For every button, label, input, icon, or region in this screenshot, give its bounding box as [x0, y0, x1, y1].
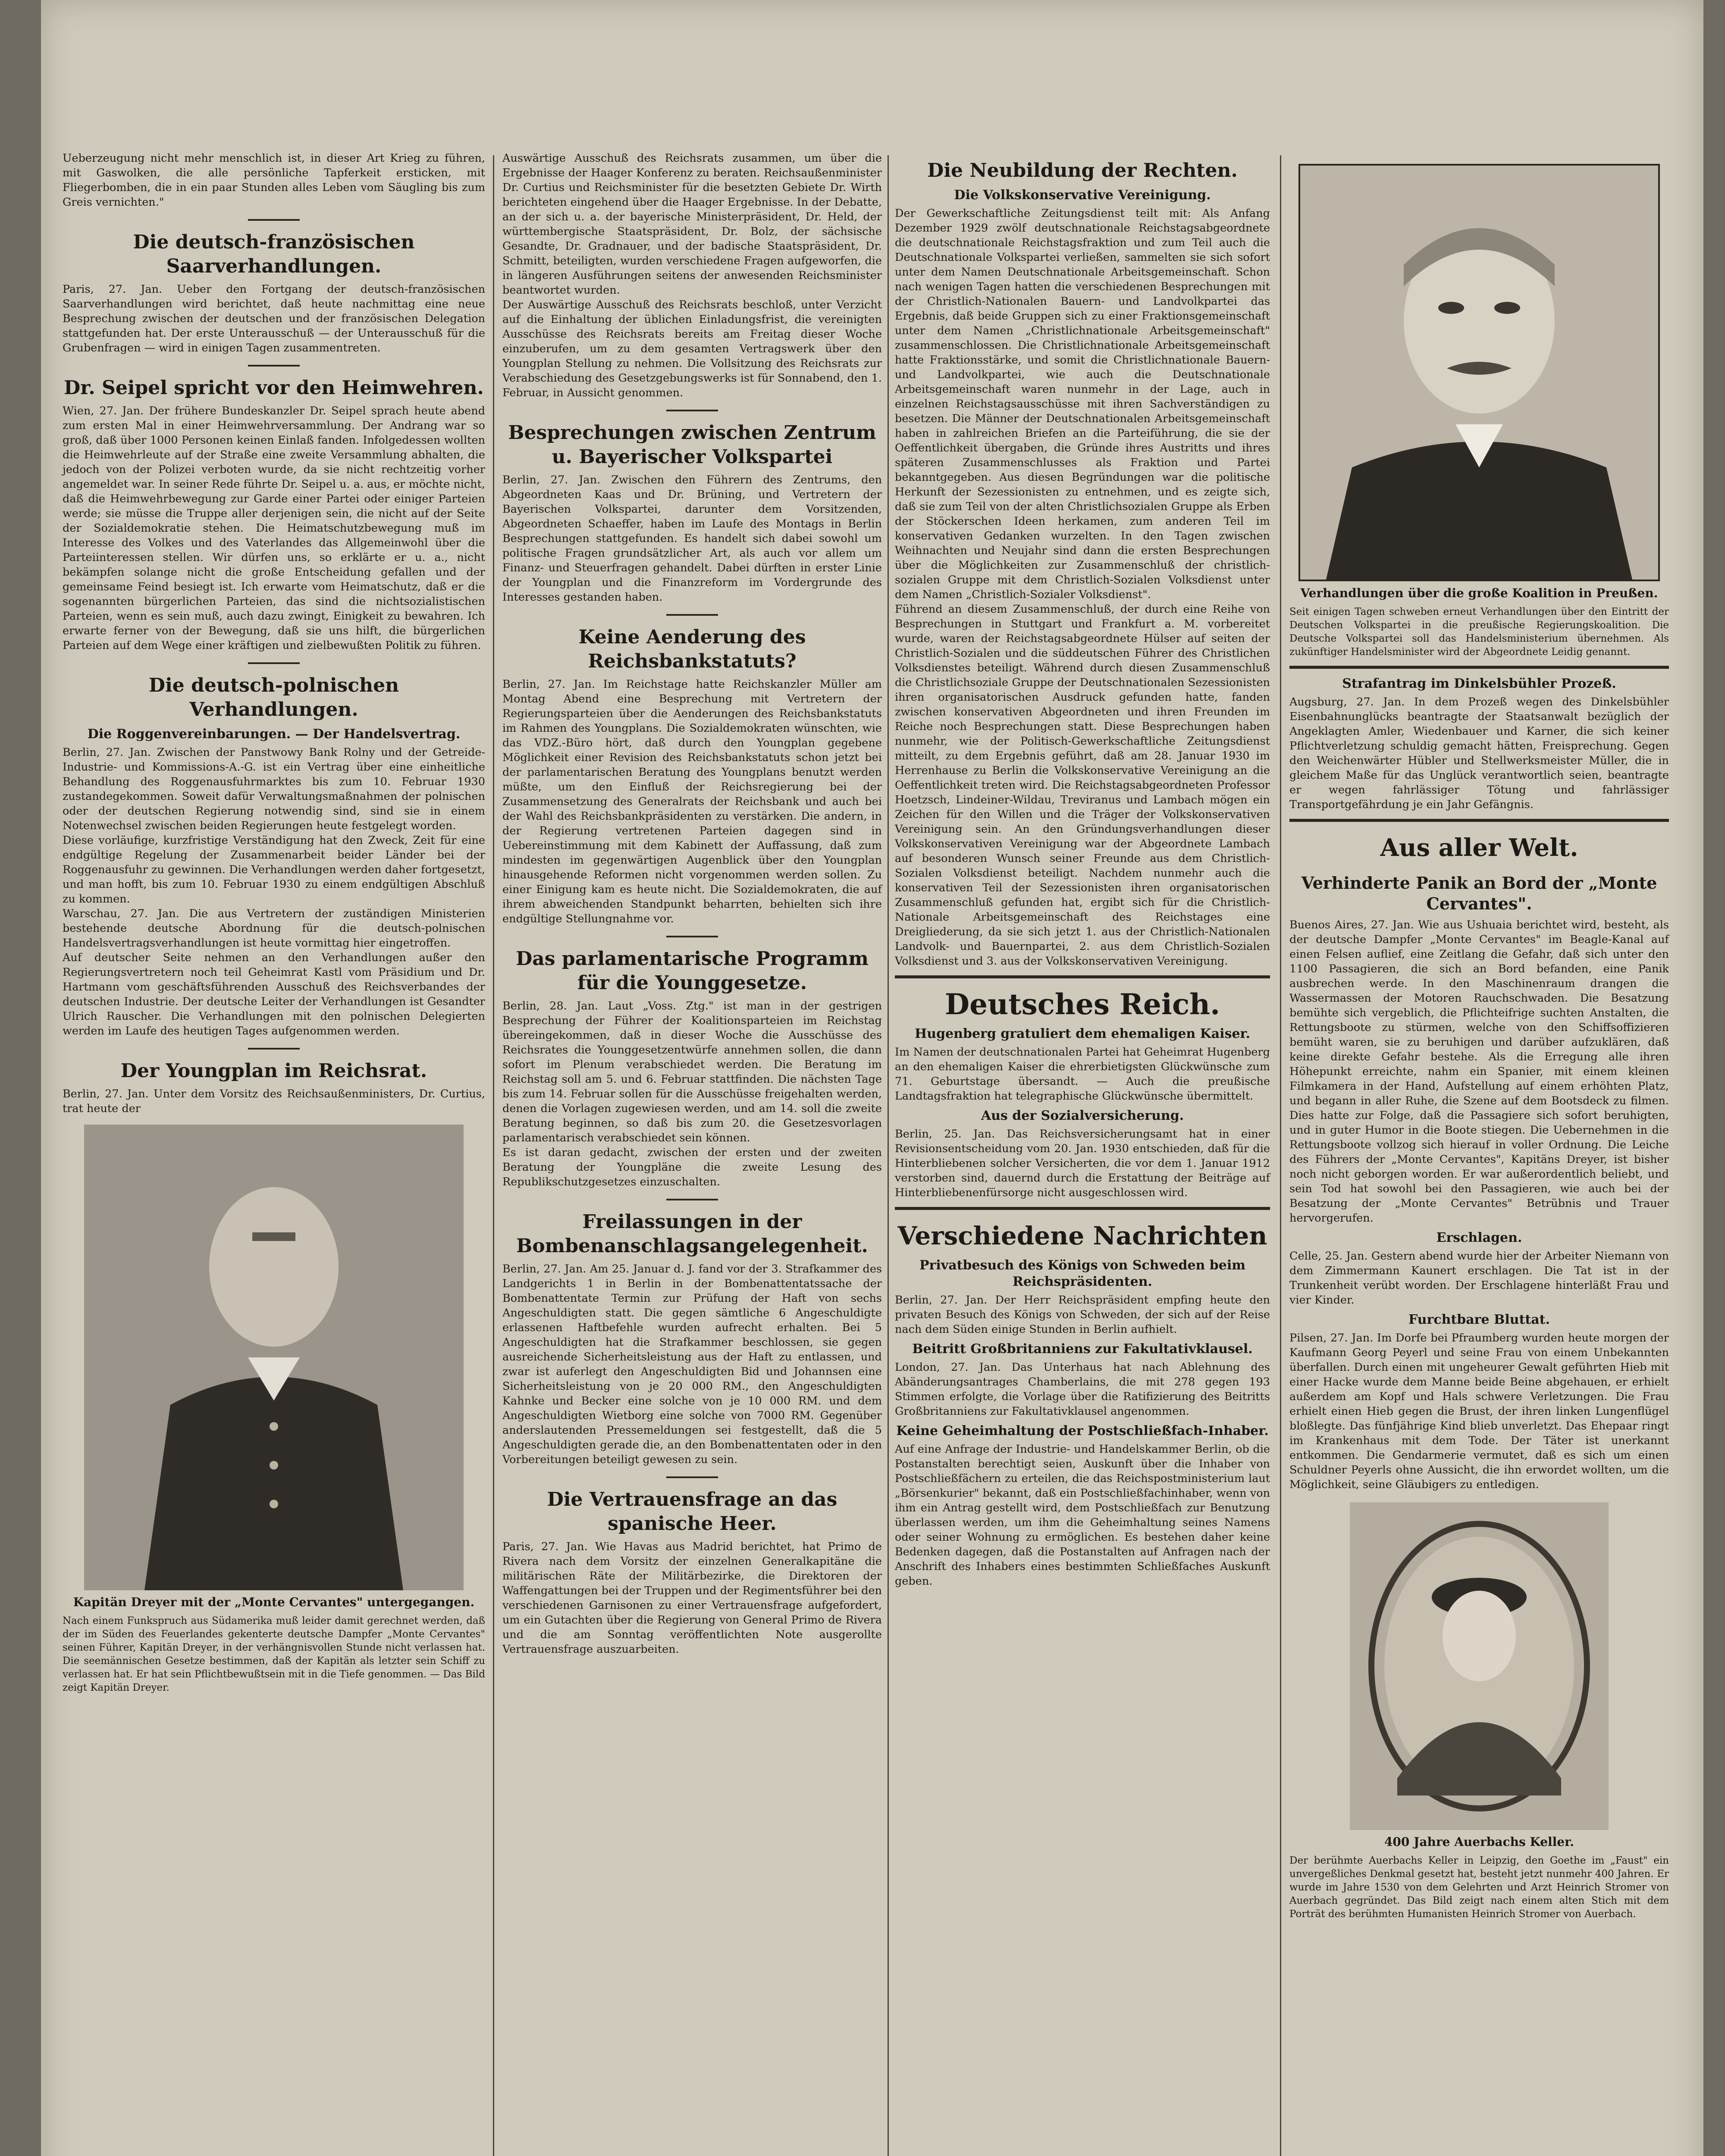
- headline-dinkelsbuehl: Strafantrag im Dinkelsbühler Prozeß.: [1342, 676, 1616, 691]
- separator: [248, 1048, 300, 1050]
- column-rule: [493, 155, 494, 2156]
- headline-bluttat: Furchtbare Bluttat.: [1408, 1312, 1550, 1327]
- caption-dreyer: Kapitän Dreyer mit der „Monte Cervantes" untergegangen.: [73, 1595, 475, 1609]
- headline-heer: Die Vertrauensfrage an das spanische Heer.: [547, 1489, 837, 1535]
- article-grossbritannien-text: London, 27. Jan. Das Unterhaus hat nach Ablehnung des Abänderungsantrages Chamberlains, die mit 278 gegen 193 Stimmen erfolgte, die Vorlage über die Ratifizierung des Beitritts Großbritanniens zur Fakultativklausel angenommen.: [895, 1361, 1270, 1418]
- article-reichsrat-text: Der Auswärtige Ausschuß des Reichsrats beschloß, unter Verzicht auf die Einhaltung der üblichen Einladungsfrist, die vereinigten Ausschüsse des Reichsrats bereits am Freitag dieser Woche einzuberufen, um zu dem gesamten Vertragswerk über den Youngplan Stellung zu nehmen. Die Vollsitzung des Reichsrats zur Verabschiedung des Gesetzgebungswerks ist für Sonnabend, den 1. Februar, in Aussicht genommen.: [502, 298, 882, 399]
- column-3: [895, 151, 1270, 1589]
- article-dinkelsbuehl-text: Augsburg, 27. Jan. In dem Prozeß wegen des Dinkelsbühler Eisenbahnunglücks beantragte der Staatsanwalt bezüglich der Angeklagten Amler, Wiedenbauer und Karner, die sich keiner Pflichtverletzung schuldig gemacht hätten, Freisprechung. Gegen den Weichenwärter Hübler und Stellwerksmeister Müller, die in gleichem Maße für das Unglück verantwortlich seien, beantragte er wegen fahrlässiger Tötung und fahrlässiger Transportgefährdung je ein Jahr Gefängnis.: [1289, 696, 1669, 811]
- photo-koalition: [1298, 164, 1660, 581]
- article-rechte-text: Führend an diesem Zusammenschluß, der durch eine Reihe von Besprechungen in Stuttgart und Frankfurt a. M. vorbereitet wurde, waren der Reichstagsabgeordnete Hülser auf seiten der Christlich-Sozialen und die süddeutschen Führer des Christlichen Volksdienstes beteiligt. Während durch diesen Zusammenschluß die Christlichsoziale Gruppe der Deutschnationalen Sezessionisten ihren organisatorischen Ausdruck gefunden hatte, fanden zwischen konservativen Abgeordneten und ihren Freunden im Reiche noch Besprechungen statt. Diese Besprechungen haben nunmehr, wie der Politisch-Gewerkschaftliche Zeitungsdienst mitteilt, zu dem Ergebnis geführt, daß am 28. Januar 1930 im Herrenhause zu Berlin die Volkskonservative Vereinigung an die Oeffentlichkeit treten wird. Die Reichstagsabgeordneten Professor Hoetzsch, Lindeiner-Wildau, Treviranus und Lambach mögen ein Zeichen für den Willen und die Träger der Volkskonservativen Vereinigung sein. An den Gründungsverhandlungen dieser Volkskonservativen Vereinigung war der Abgeordnete Lambach auf besonderen Wunsch seiner Freunde aus dem Christlich-Sozialen Volksdienst beteiligt. Nachdem nunmehr auch die konservativen Teil der Sezessionisten ihren organisatorischen Zusammenschluß gefunden hat, ergibt sich für die Christlich-Nationale Arbeitsgemeinschaft des Reichstages eine Dreigliederung, da sie sich jetzt 1. aus der Christlich-Nationalen Landvolk- und Bauernpartei, 2. aus dem Christlich-Sozialen Volksdienst und 3. aus der Volkskonservativen Vereinigung.: [895, 603, 1270, 968]
- headline-bomben: Freilassungen in der Bombenanschlagsangelegenheit.: [516, 1211, 868, 1257]
- caption-auerbach: 400 Jahre Auerbachs Keller.: [1384, 1835, 1574, 1849]
- column-2: [502, 151, 882, 1657]
- article-saar-text: Paris, 27. Jan. Ueber den Fortgang der deutsch-französischen Saarverhandlungen wird berichtet, daß heute nachmittag eine neue Besprechung zwischen der deutschen und der französischen Delegation stattgefunden hat. Der erste Unterausschuß — der Unterausschuß für die Grubenfragen — wird in einigen Tagen zusammentreten.: [63, 283, 485, 354]
- article-polen-text: Berlin, 27. Jan. Zwischen der Panstwowy Bank Rolny und der Getreide-Industrie- und Kommissions-A.-G. ist ein Vertrag über eine einheitliche Behandlung des Roggenausfuhrmarktes bis zum 10. Februar 1930 zustandegekommen. Soweit dafür Verwaltungsmaßnahmen der polnischen oder der deutschen Regierung notwendig sind, sind sie in einem Notenwechsel zwischen beiden Regierungen heute festgelegt worden.: [63, 746, 485, 832]
- article-bank-text: Berlin, 27. Jan. Im Reichstage hatte Reichskanzler Müller am Montag Abend eine Besprechung mit Vertretern der Regierungsparteien über die Aenderungen des Reichsbankstatuts im Rahmen des Youngplans. Die Sozialdemokraten wünschten, wie das VDZ.-Büro hört, daß durch den Youngplan gegebene Möglichkeit einer Revision des Reichsbankstatuts schon jetzt bei der parlamentarischen Beratung des Youngplans benutzt werden müßte, um den Einfluß der Reichsregierung bei der Zusammensetzung des Generalrats der Reichsbank und auch bei der Wahl des Reichsbankpräsidenten zu verstärken. Die andern, in der Regierung vertretenen Parteien dagegen sind in Uebereinstimmung mit dem Kabinett der Auffassung, daß zum mindesten im gegenwärtigen Augenblick über den Youngplan hinausgehende Reformen nicht vorgenommen werden sollen. Zu einer Einigung kam es heute nicht. Die Sozialdemokraten, die auf ihrem abweichenden Standpunkt beharrten, behielten sich ihre endgültige Stellungnahme vor.: [502, 678, 882, 925]
- article-sozialversicherung-text: Berlin, 25. Jan. Das Reichsversicherungsamt hat in einer Revisionsentscheidung vom 20. Jan. 1930 entschieden, daß für die Hinterbliebenen solcher Versicherten, die vor dem 1. Januar 1912 verstorben sind, dauernd durch die Erstattung der Beiträge auf Hinterbliebenenfürsorge nicht ausgeschlossen wird.: [895, 1128, 1270, 1199]
- headline-grossbritannien: Beitritt Großbritanniens zur Fakultativklausel.: [912, 1341, 1253, 1357]
- separator: [248, 662, 300, 664]
- section-title-nachrichten: Verschiedene Nachrichten: [897, 1221, 1267, 1250]
- engraving-illustration: [1350, 1502, 1609, 1830]
- headline-hugenberg: Hugenberg gratuliert dem ehemaligen Kaiser.: [914, 1026, 1251, 1041]
- separator: [666, 614, 718, 616]
- separator: [666, 936, 718, 937]
- section-title-aus-aller-welt: Aus aller Welt.: [1380, 834, 1578, 862]
- article-polen-text: Warschau, 27. Jan. Die aus Vertretern der zuständigen Ministerien bestehende deutsche Abordnung für die deutsch-polnischen Handelsvertragsverhandlungen ist heute vormittag hier eingetroffen.: [63, 907, 485, 950]
- photo-auerbach-stich: [1350, 1502, 1609, 1830]
- article-dreyer-text: Nach einem Funkspruch aus Südamerika muß leider damit gerechnet werden, daß der im Süden des Feuerlandes gekenterte deutsche Dampfer „Monte Cervantes" seinen Führer, Kapitän Dreyer, in der verhängnisvollen Stunde nicht verlassen hat. Die seemännischen Gesetze bestimmen, daß der Kapitän als letzter sein Schiff zu verlassen hat. Er hat sein Pflichtbewußtsein mit in die Tiefe genommen. — Das Bild zeigt Kapitän Dreyer.: [63, 1615, 485, 1693]
- section-rule: [895, 1207, 1270, 1210]
- section-rule: [1289, 666, 1669, 669]
- column-rule: [888, 155, 889, 2156]
- article-hugenberg-text: Im Namen der deutschnationalen Partei hat Geheimrat Hugenberg an den ehemaligen Kaiser die ehrerbietigsten Glückwünsche zum 71. Geburtstage übersandt. — Auch die preußische Landtagsfraktion hat telegraphische Glückwünsche übermittelt.: [895, 1046, 1270, 1103]
- article-auerbach-text: Der berühmte Auerbachs Keller in Leipzig, den Goethe im „Faust" ein unvergeßliches Denkmal gesetzt hat, besteht jetzt nunmehr 400 Jahren. Er wurde im Jahre 1530 von dem Gelehrten und Arzt Heinrich Stromer von Auerbach gegründet. Das Bild zeigt nach einem alten Stich mit dem Porträt des berühmten Humanisten Heinrich Stromer von Auerbach.: [1289, 1855, 1669, 1920]
- headline-schweden: Privatbesuch des Königs von Schweden beim Reichspräsidenten.: [919, 1258, 1245, 1289]
- article-programm-text: Berlin, 28. Jan. Laut „Voss. Ztg." ist man in der gestrigen Besprechung der Führer der Koalitionsparteien im Reichstag übereingekommen, daß in dieser Woche die Ausschüsse des Reichsrates die Younggesetzentwürfe annehmen sollen, die dann sofort im Plenum verabschiedet werden. Die Beratung im Reichstag soll am 5. und 6. Februar stattfinden. Die nächsten Tage bis zum 14. Februar sollen für die Ausschüsse freigehalten werden, denen die Vorlagen zugewiesen werden, und am 14. soll die zweite Beratung beginnen, so daß bis zum 20. die Gesetzesvorlagen parlamentarisch verabschiedet sein können.: [502, 1000, 882, 1144]
- article-polen-text: Diese vorläufige, kurzfristige Verständigung hat den Zweck, Zeit für eine endgültige Regelung der Zusammenarbeit beider Länder bei der Roggenausfuhr zu gewinnen. Die Verhandlungen werden daher fortgesetzt, und man hofft, bis zum 10. Februar 1930 zu einem endgültigen Abschluß zu kommen.: [63, 834, 485, 906]
- separator: [666, 1199, 718, 1200]
- article-erschlagen-text: Celle, 25. Jan. Gestern abend wurde hier der Arbeiter Niemann von dem Zimmermann Kaunert erschlagen. Die Tat ist in der Trunkenheit verübt worden. Der Erschlagene hinterläßt Frau und vier Kinder.: [1289, 1250, 1669, 1307]
- article-postschliessfach-text: Auf eine Anfrage der Industrie- und Handelskammer Berlin, ob die Postanstalten berechtigt seien, Auskunft über die Inhaber von Postschließfächern zu erteilen, die das Reichspostministerium laut „Börsenkurier" bekannt, daß ein Postschließfachinhaber, wenn von ihm ein Antrag gestellt wird, dem Postschließfach zur Benutzung überlassen werden, um ihm die Geheimhaltung seines Namens oder seiner Wohnung zu ermöglichen. Es bestehen daher keine Bedenken dagegen, daß die Postanstalten auf Anfragen nach der Anschrift des Inhabers eines bestimmten Schließfaches Auskunft geben.: [895, 1443, 1270, 1588]
- article-programm-text: Es ist daran gedacht, zwischen der ersten und der zweiten Beratung der Youngpläne die zweite Lesung des Republikschutzgesetzes einzuschalten.: [502, 1146, 882, 1188]
- headline-bank: Keine Aenderung des Reichsbankstatuts?: [578, 626, 806, 672]
- headline-bvp: Besprechungen zwischen Zentrum u. Bayerischer Volkspartei: [508, 422, 876, 468]
- article-heer-text: Paris, 27. Jan. Wie Havas aus Madrid berichtet, hat Primo de Rivera nach dem Vorsitz der einzelnen Generalkapitäne die militärischen Räte der Militärbezirke, die Direktoren der Waffengattungen bei der Truppen und der Regimentsführer bei den verschiedenen Garnisonen zu einer Vertrauensfrage aufgefordert, um ein Gutachten über die Regierung von General Primo de Rivera und die am Sonntag veröffentlichten Note ausgerollte Vertrauensfrage auszuarbeiten.: [502, 1540, 882, 1656]
- section-rule: [895, 975, 1270, 978]
- article-bomben-text: Berlin, 27. Jan. Am 25. Januar d. J. fand vor der 3. Strafkammer des Landgerichts 1 in Berlin in der Bombenattentatssache der Bombenattentate Termin zur Prüfung der Haft von sechs Angeschuldigten statt. Die gegen sämtliche 6 Angeschuldigte erlassenen Haftbefehle wurden aufrecht erhalten. Bei 5 Angeschuldigten hat die Strafkammer beschlossen, sie gegen ausreichende Sicherheitsleistung aus der Haft zu entlassen, und zwar ist auferlegt den Angeschuldigten Bid und Johannsen eine Sicherheitsleistung von je 20 000 RM., den Angeschuldigten Kahnke und Becker eine solche von je 10 000 RM. und dem Angeschuldigten Wietborg eine solche von 7000 RM. Gegenüber anderslautenden Pressemeldungen sei festgestellt, daß die 5 Angeschuldigten gerade die, an den Bombenattentaten oder in den Vorbereitungen beteiligt gewesen zu sein.: [502, 1263, 882, 1466]
- headline-saar: Die deutsch-französischen Saarverhandlungen.: [133, 231, 415, 277]
- article-seipel-text: Wien, 27. Jan. Der frühere Bundeskanzler Dr. Seipel sprach heute abend zum ersten Mal in einer Heimwehrversammlung. Der Andrang war so groß, daß über 1000 Personen keinen Einlaß fanden. Infolgedessen wollten die Heimwehrleute auf der Straße eine zweite Versammlung abhalten, die jedoch von der Polizei verboten wurde, da sie nicht rechtzeitig vorher angemeldet war. In seiner Rede führte Dr. Seipel u. a. aus, er möchte nicht, daß die Heimwehrbewegung zur Garde einer Partei oder einiger Parteien werde; sie müsse die Truppe aller derjenigen sein, die nicht auf der Seite der Sozialdemokratie stehen. Die Heimatschutzbewegung muß im Interesse des Volkes und des Vaterlandes das Allgemeinwohl über die Parteiinteressen stellen. Wir dürfen uns, so erklärte er u. a., nicht bekämpfen solange nicht die große Entscheidung gefallen und der gemeinsame Feind besiegt ist. Ich erwarte vom Heimatschutz, daß er die sogenannten bürgerlichen Parteien, das sind die nichtsozialistischen Parteien, wenn es sein muß, auch dazu zwingt, Einigkeit zu bewahren. Ich erwarte ferner von der Bewegung, daß sie uns hilft, die bürgerlichen Parteien auf dem Wege einer kräftigen und zielbewußten Politik zu führen.: [63, 404, 485, 652]
- separator: [666, 1476, 718, 1478]
- separator: [666, 410, 718, 411]
- separator: [248, 219, 300, 221]
- headline-sozialversicherung: Aus der Sozialversicherung.: [981, 1108, 1184, 1123]
- article-polen-text: Auf deutscher Seite nehmen an den Verhandlungen außer den Regierungsvertretern noch teil Geheimrat Kastl vom Präsidium und Dr. Hartmann vom geschäftsführenden Ausschuß des Reichsverbandes der deutschen Industrie. Der deutsche Leiter der Verhandlungen ist Gesandter Ulrich Rauscher. Die Verhandlungen mit den polnischen Delegierten werden im Laufe des heutigen Tages aufgenommen werden.: [63, 951, 485, 1037]
- column-4: [1289, 151, 1669, 1921]
- article-rechte-text: Der Gewerkschaftliche Zeitungsdienst teilt mit: Als Anfang Dezember 1929 zwölf deutschnationale Reichstagsabgeordnete die deutschnationale Reichstagsfraktion und zum Teil auch die Deutschnationale Volkspartei verließen, sammelten sie sich sofort unter dem Namen Deutschnationale Arbeitsgemeinschaft. Schon nach wenigen Tagen hatten die verschiedenen Besprechungen mit der Christlich-Nationalen Bauern- und Landvolkpartei das Ergebnis, daß beide Gruppen sich zu einer Fraktionsgemeinschaft unter dem Namen „Christlichnationale Arbeitsgemeinschaft" zusammenschlossen. Die Christlichnationale Arbeitsgemeinschaft hatte Fraktionsstärke, und somit die Christlichnationale Bauern- und Landvolkpartei, wie auch die Deutschnationale Arbeitsgemeinschaft waren nunmehr in der Lage, auch in einzelnen Reichstagsausschüsse mit ihren Sachverständigen zu besetzen. Die Männer der Deutschnationalen Arbeitsgemeinschaft haben in zahlreichen Briefen an die Parteiführung, die sie der Oeffentlichkeit übergaben, die Gründe ihres Austritts und ihres späteren Zusammenschlusses als Fraktion und Partei bekanntgegeben. Aus diesen Begründungen war die politische Herkunft der Sezessionisten zu entnehmen, und es zeigte sich, daß sie zum Teil von der alten Christlichsozialen Gruppe als Erben der Stöckerschen Ideen herkamen, zum anderen Teil im konservativen Gedanken wurzelten. In den Tagen zwischen Weihnachten und Neujahr sind dann die ersten Besprechungen über die Möglichkeiten zur Zusammenschluß der christlich-sozialen Gruppe mit dem Christlich-Sozialen Volksdienst unter dem Namen „Christlich-Sozialer Volksdienst".: [895, 207, 1270, 601]
- headline-programm: Das parlamentarische Programm für die Younggesetze.: [516, 948, 869, 994]
- column-rule: [1280, 155, 1281, 2156]
- section-rule: [1289, 819, 1669, 822]
- photo-kapitaen-dreyer: [84, 1125, 464, 1590]
- subheadline-rechte: Die Volkskonservative Vereinigung.: [954, 188, 1211, 203]
- article-schweden-text: Berlin, 27. Jan. Der Herr Reichspräsident empfing heute den privaten Besuch des Königs von Schweden, der sich auf der Reise nach dem Süden einige Stunden in Berlin aufhielt.: [895, 1294, 1270, 1336]
- headline-polen: Die deutsch-polnischen Verhandlungen.: [148, 674, 399, 721]
- caption-koalition: Verhandlungen über die große Koalition in Preußen.: [1300, 586, 1658, 600]
- article-bluttat-text: Pilsen, 27. Jan. Im Dorfe bei Pfraumberg wurden heute morgen der Kaufmann Georg Peyerl und seine Frau von einem Unbekannten überfallen. Durch einen mit ungeheurer Gewalt geführten Hieb mit einer Hacke wurde dem Manne beide Beine abgehauen, er erhielt außerdem am Kopf und Hals schwere Verletzungen. Die Frau erhielt einen Hieb gegen die Brust, der ihren linken Lungenflügel bloßlegte. Das fünfjährige Kind blieb unverletzt. Das Ehepaar ringt im Krankenhaus mit dem Tode. Der Täter ist unerkannt entkommen. Die Gendarmerie vermutet, daß es sich um einen Schuldner Peyerls ohne Aussicht, die ihn erwordet wollten, um die Möglichkeit, seine Gläubigers zu entledigen.: [1289, 1332, 1669, 1491]
- subheadline-polen: Die Roggenvereinbarungen. — Der Handelsvertrag.: [87, 727, 461, 742]
- article-panik-text: Buenos Aires, 27. Jan. Wie aus Ushuaia berichtet wird, besteht, als der deutsche Dampfer „Monte Cervantes" im Beagle-Kanal auf einen Felsen auflief, eine Zeitlang die Gefahr, daß sich unter den 1100 Passagieren, die sich an Bord befanden, eine Panik ausbrechen werde. In den Maschinenraum drangen die Wassermassen der Motoren Rauchschwaden. Die Besatzung bemühte sich vergeblich, die Pflichteifrige suchten Anstalten, die Rettungsboote zu stürmen, welche von den Schiffsoffizieren bemüht waren, sie zu beruhigen und darüber aufzuklären, daß keine direkte Gefahr bestehe. Als die Erregung alle ihren Höhepunkt erreichte, nahm ein Spanier, mit einem kleinen Filmkamera in der Hand, Aufstellung auf einem erhöhten Platz, und begann in aller Ruhe, die Szene auf dem Bootsdeck zu filmen. Dies hatte zur Folge, daß die Passagiere sich sofort beruhigten, und in guter Humor in die Boote stiegen. Die Uebernehmen in die Rettungsboote vollzog sich hierauf in voller Ordnung. Die Leiche des Führers der „Monte Cervantes", Kapitäns Dreyer, ist bisher noch nicht geborgen worden. Er war außerordentlich beliebt, und sein Tod hat sowohl bei den Passagieren, wie auch bei der Besatzung der „Monte Cervantes" Betrübnis und Trauer hervorgerufen.: [1289, 918, 1669, 1225]
- article-koalition-text: Seit einigen Tagen schweben erneut Verhandlungen über den Eintritt der Deutschen Volkspartei in die preußische Regierungskoalition. Die Deutsche Volkspartei soll das Handelsministerium übernehmen. Als zukünftiger Handelsminister wird der Abgeordnete Leidig genannt.: [1289, 606, 1669, 658]
- headline-postschliessfach: Keine Geheimhaltung der Postschließfach-Inhaber.: [896, 1423, 1269, 1438]
- section-title-deutsches-reich: Deutsches Reich.: [944, 987, 1220, 1021]
- article-bvp-text: Berlin, 27. Jan. Zwischen den Führern des Zentrums, den Abgeordneten Kaas und Dr. Brüning, und Vertretern der Bayerischen Volkspartei, darunter dem Vorsitzenden, Abgeordneten Schaeffer, haben im Laufe des Montags in Berlin Besprechungen stattgefunden. Es handelt sich dabei sowohl um politische Fragen grundsätzlicher Art, als auch vor allem um Finanz- und Steuerfragen gehandelt. Dabei dürften in erster Linie der Youngplan und die Finanzreform im Vordergrunde des Interesses gestanden haben.: [502, 473, 882, 604]
- separator: [248, 365, 300, 367]
- headline-erschlagen: Erschlagen.: [1436, 1230, 1522, 1245]
- headline-rechte: Die Neubildung der Rechten.: [927, 160, 1238, 182]
- column-1: [63, 151, 485, 1695]
- headline-young: Der Youngplan im Reichsrat.: [120, 1060, 427, 1082]
- headline-panik: Verhinderte Panik an Bord der „Monte Cervantes".: [1301, 873, 1657, 913]
- article-reichsrat-text: Auswärtige Ausschuß des Reichsrats zusammen, um über die Ergebnisse der Haager Konferenz zu beraten. Reichsaußenminister Dr. Curtius und Reichsminister für die besetzten Gebiete Dr. Wirth berichteten eingehend über die Haager Ergebnisse. In der Debatte, an der sich u. a. der bayerische Ministerpräsident, Dr. Held, der württembergische Staatspräsident, Dr. Bolz, der sächsische Gesandte, Dr. Gradnauer, und der badische Staatspräsident, Dr. Schmitt, beteiligten, wurden verschiedene Fragen aufgeworfen, die in längeren Ausführungen seitens der anwesenden Reichsminister beantwortet wurden.: [502, 152, 882, 297]
- headline-seipel: Dr. Seipel spricht vor den Heimwehren.: [64, 377, 484, 399]
- portrait-illustration: [84, 1125, 464, 1590]
- portrait-illustration: [1300, 166, 1658, 580]
- article-young-text: Berlin, 27. Jan. Unter dem Vorsitz des Reichsaußenministers, Dr. Curtius, trat heute der: [63, 1087, 485, 1115]
- article-intro-text: Ueberzeugung nicht mehr menschlich ist, in dieser Art Krieg zu führen, mit Gaswolken, die alle persönliche Tapferkeit ersticken, mit Fliegerbomben, die in ein paar Stunden alles Leben vom Säugling bis zum Greis vernichten.": [63, 152, 485, 209]
